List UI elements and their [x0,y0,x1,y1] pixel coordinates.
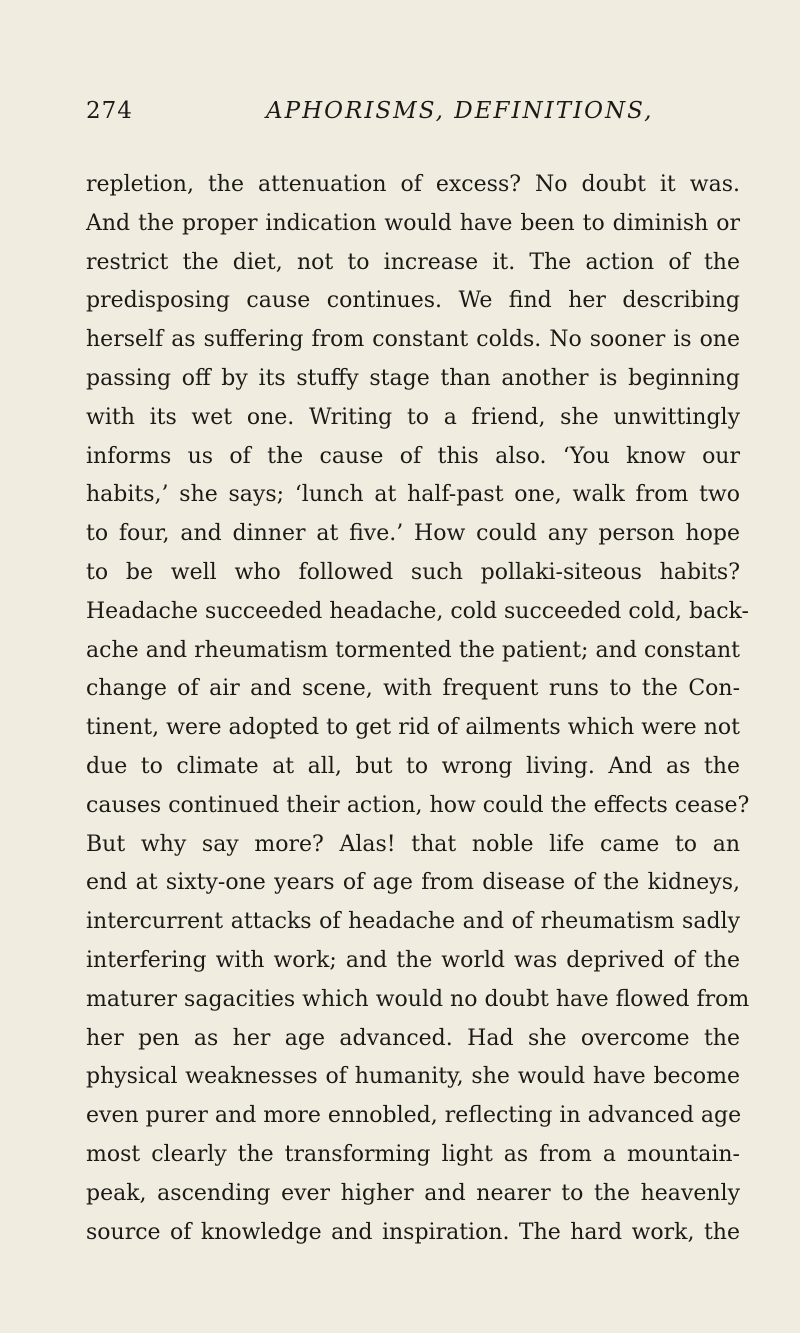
text-line: habits,’ she says; ‘lunch at half-past one, walk from two [86,482,740,508]
text-line: passing off by its stuffy stage than another is beginning [86,365,740,391]
text-line: physical weaknesses of humanity, she would have become [86,1064,740,1090]
text-line: due to climate at all, but to wrong living. And as the [86,753,740,779]
text-line: source of knowledge and inspiration. The hard work, the [86,1219,740,1245]
page-header [86,98,736,132]
text-line: intercurrent attacks of headache and of rheumatism sadly [86,909,740,935]
text-line: ache and rheumatism tormented the patient; and constant [86,637,740,663]
text-line: predisposing cause continues. We find her describing [86,288,740,314]
text-line: tinent, were adopted to get rid of ailments which were not [86,715,740,741]
text-line: And the proper indication would have been to diminish or [86,210,740,236]
text-line: to be well who followed such pollaki-siteous habits? [86,559,740,585]
text-line: restrict the diet, not to increase it. The action of the [86,249,740,275]
text-line: peak, ascending ever higher and nearer to the heavenly [86,1180,740,1206]
text-line: causes continued their action, how could the effects cease? [86,792,750,818]
page-number: 274 [86,98,133,124]
text-line: Headache succeeded headache, cold succeeded cold, back- [86,598,749,624]
text-line: with its wet one. Writing to a friend, she unwittingly [86,404,740,430]
text-line: end at sixty-one years of age from disease of the kidneys, [86,870,740,896]
text-line: change of air and scene, with frequent runs to the Con- [86,676,740,702]
text-line: interfering with work; and the world was deprived of the [86,947,740,973]
text-line: herself as suffering from constant colds. No sooner is one [86,327,740,353]
text-line: repletion, the attenuation of excess? No doubt it was. [86,172,740,197]
text-line: informs us of the cause of this also. ‘You know our [86,443,740,469]
body-text [86,166,750,1252]
text-line: her pen as her age advanced. Had she overcome the [86,1025,740,1051]
text-line: most clearly the transforming light as from a mountain- [86,1141,740,1167]
text-line: to four, and dinner at five.’ How could any person hope [86,521,740,547]
text-line: maturer sagacities which would no doubt have flowed from [86,986,750,1012]
text-line: even purer and more ennobled, reflecting in advanced age [86,1103,742,1129]
text-line: But why say more? Alas! that noble life came to an [86,831,740,857]
running-title: APHORISMS, DEFINITIONS, [266,98,654,124]
